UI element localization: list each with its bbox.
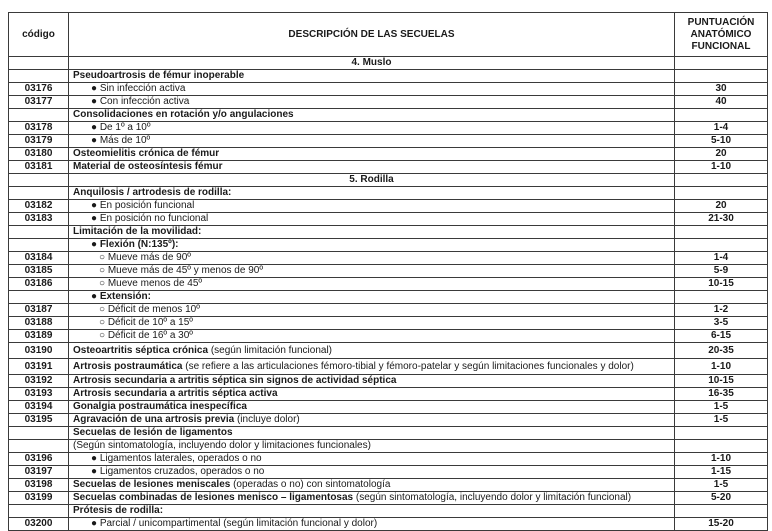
score-cell xyxy=(675,70,768,83)
score-cell: 30 xyxy=(675,83,768,96)
table-row xyxy=(9,388,768,401)
description-cell: 5. Rodilla xyxy=(69,174,675,187)
score-cell: 3-5 xyxy=(675,317,768,330)
description-cell: ● De 1º a 10º xyxy=(69,122,675,135)
description-cell: ● Extensión: xyxy=(69,291,675,304)
description-cell: Artrosis secundaria a artritis séptica sin signos de actividad séptica xyxy=(69,375,675,388)
score-cell: 1-5 xyxy=(675,414,768,427)
description-cell xyxy=(69,414,675,427)
score-cell xyxy=(675,226,768,239)
table-row xyxy=(9,304,768,317)
table-row xyxy=(9,122,768,135)
description-cell xyxy=(69,359,675,375)
score-cell xyxy=(675,57,768,70)
description-cell: ● Con infección activa xyxy=(69,96,675,109)
section-row xyxy=(9,174,768,187)
header-score-line2: ANATÓMICO xyxy=(690,28,752,40)
score-cell: 16-35 xyxy=(675,388,768,401)
table-row xyxy=(9,317,768,330)
code-cell: 03197 xyxy=(9,466,69,479)
table-row xyxy=(9,278,768,291)
description-cell: ● En posición funcional xyxy=(69,200,675,213)
description-cell: Limitación de la movilidad: xyxy=(69,226,675,239)
description-cell: Anquilosis / artrodesis de rodilla: xyxy=(69,187,675,200)
table-row xyxy=(9,96,768,109)
score-cell xyxy=(675,440,768,453)
table-row xyxy=(9,239,768,252)
description-cell: 4. Muslo xyxy=(69,57,675,70)
description-bold: Osteoartritis séptica crónica xyxy=(73,345,209,356)
description-cell: ○ Mueve menos de 45º xyxy=(69,278,675,291)
table-row xyxy=(9,505,768,518)
code-cell: 03194 xyxy=(9,401,69,414)
score-cell: 1-4 xyxy=(675,122,768,135)
section-row xyxy=(9,57,768,70)
table-row xyxy=(9,200,768,213)
code-cell: 03184 xyxy=(9,252,69,265)
table-row xyxy=(9,427,768,440)
description-cell: Osteomielitis crónica de fémur xyxy=(69,148,675,161)
table-row xyxy=(9,330,768,343)
table-body xyxy=(9,57,768,531)
table-row xyxy=(9,109,768,122)
header-score xyxy=(675,13,768,57)
description-note: (según limitación funcional) xyxy=(208,345,333,356)
description-cell: ● Sin infección activa xyxy=(69,83,675,96)
code-cell xyxy=(9,57,69,70)
description-cell: ○ Déficit de 10º a 15º xyxy=(69,317,675,330)
code-cell: 03176 xyxy=(9,83,69,96)
score-cell: 6-15 xyxy=(675,330,768,343)
description-cell: Consolidaciones en rotación y/o angulaciones xyxy=(69,109,675,122)
code-cell: 03181 xyxy=(9,161,69,174)
table-row xyxy=(9,213,768,226)
description-cell: ● Ligamentos laterales, operados o no xyxy=(69,453,675,466)
score-cell: 1-10 xyxy=(675,161,768,174)
table-row xyxy=(9,359,768,375)
description-cell: ● En posición no funcional xyxy=(69,213,675,226)
score-cell: 10-15 xyxy=(675,375,768,388)
code-cell: 03198 xyxy=(9,479,69,492)
score-cell: 20 xyxy=(675,200,768,213)
code-cell: 03200 xyxy=(9,518,69,531)
code-cell xyxy=(9,70,69,83)
score-cell: 21-30 xyxy=(675,213,768,226)
score-cell xyxy=(675,109,768,122)
table-row xyxy=(9,291,768,304)
code-cell: 03193 xyxy=(9,388,69,401)
code-cell xyxy=(9,174,69,187)
score-cell: 1-4 xyxy=(675,252,768,265)
table-row xyxy=(9,492,768,505)
table-row xyxy=(9,466,768,479)
code-cell xyxy=(9,505,69,518)
table-row xyxy=(9,226,768,239)
table-row xyxy=(9,375,768,388)
score-cell: 20 xyxy=(675,148,768,161)
table-row xyxy=(9,440,768,453)
table-row xyxy=(9,161,768,174)
description-cell: ○ Mueve más de 90º xyxy=(69,252,675,265)
description-cell: (Según sintomatología, incluyendo dolor y limitaciones funcionales) xyxy=(69,440,675,453)
description-cell: ○ Déficit de 16º a 30º xyxy=(69,330,675,343)
table-row xyxy=(9,252,768,265)
table-row xyxy=(9,453,768,466)
code-cell: 03180 xyxy=(9,148,69,161)
score-cell xyxy=(675,239,768,252)
table-row xyxy=(9,187,768,200)
description-cell: Secuelas de lesión de ligamentos xyxy=(69,427,675,440)
description-cell: Material de osteosíntesis fémur xyxy=(69,161,675,174)
description-cell xyxy=(69,479,675,492)
score-cell: 5-9 xyxy=(675,265,768,278)
description-cell xyxy=(69,343,675,359)
description-cell: ● Ligamentos cruzados, operados o no xyxy=(69,466,675,479)
score-cell xyxy=(675,174,768,187)
table-row xyxy=(9,401,768,414)
score-cell: 5-20 xyxy=(675,492,768,505)
description-bold: Agravación de una artrosis previa xyxy=(73,414,235,425)
code-cell xyxy=(9,427,69,440)
header-score-line3: FUNCIONAL xyxy=(691,40,751,52)
code-cell xyxy=(9,109,69,122)
description-note: (según sintomatología, incluyendo dolor y limitación funcional) xyxy=(353,492,632,503)
code-cell xyxy=(9,187,69,200)
secuelas-table xyxy=(8,12,768,531)
code-cell xyxy=(9,239,69,252)
score-cell: 40 xyxy=(675,96,768,109)
code-cell xyxy=(9,440,69,453)
description-note: (se refiere a las articulaciones fémoro-tibial y fémoro-patelar y según limitaciones funcionales y dolor) xyxy=(182,361,634,372)
table-row xyxy=(9,343,768,359)
code-cell xyxy=(9,226,69,239)
score-cell xyxy=(675,187,768,200)
description-cell: ● Más de 10º xyxy=(69,135,675,148)
code-cell: 03199 xyxy=(9,492,69,505)
table-header-row xyxy=(9,13,768,57)
code-cell: 03182 xyxy=(9,200,69,213)
description-note: (incluye dolor) xyxy=(234,414,300,425)
code-cell: 03189 xyxy=(9,330,69,343)
code-cell: 03177 xyxy=(9,96,69,109)
code-cell: 03196 xyxy=(9,453,69,466)
table-row xyxy=(9,518,768,531)
table-row xyxy=(9,265,768,278)
description-cell: Artrosis secundaria a artritis séptica activa xyxy=(69,388,675,401)
header-code: código xyxy=(9,13,69,57)
table-row xyxy=(9,148,768,161)
code-cell xyxy=(9,291,69,304)
code-cell: 03187 xyxy=(9,304,69,317)
score-cell: 1-15 xyxy=(675,466,768,479)
code-cell: 03191 xyxy=(9,359,69,375)
description-cell xyxy=(69,492,675,505)
code-cell: 03179 xyxy=(9,135,69,148)
code-cell: 03178 xyxy=(9,122,69,135)
table-row xyxy=(9,414,768,427)
score-cell: 1-10 xyxy=(675,453,768,466)
table-row xyxy=(9,479,768,492)
description-bold: Artrosis postraumática xyxy=(73,361,183,372)
score-cell: 1-5 xyxy=(675,479,768,492)
table-row xyxy=(9,135,768,148)
description-cell: ○ Mueve más de 45º y menos de 90º xyxy=(69,265,675,278)
description-cell: ● Parcial / unicompartimental (según limitación funcional y dolor) xyxy=(69,518,675,531)
score-cell: 1-5 xyxy=(675,401,768,414)
code-cell: 03183 xyxy=(9,213,69,226)
table-row xyxy=(9,70,768,83)
code-cell: 03195 xyxy=(9,414,69,427)
score-cell: 5-10 xyxy=(675,135,768,148)
code-cell: 03185 xyxy=(9,265,69,278)
description-bold: Secuelas combinadas de lesiones menisco – ligamentosas xyxy=(73,492,354,503)
score-cell: 1-2 xyxy=(675,304,768,317)
description-cell: Pseudoartrosis de fémur inoperable xyxy=(69,70,675,83)
score-cell: 10-15 xyxy=(675,278,768,291)
header-description: DESCRIPCIÓN DE LAS SECUELAS xyxy=(69,13,675,57)
description-cell: Prótesis de rodilla: xyxy=(69,505,675,518)
table-row xyxy=(9,83,768,96)
description-note: (operadas o no) con sintomatología xyxy=(230,479,391,490)
score-cell xyxy=(675,291,768,304)
description-bold: Secuelas de lesiones meniscales xyxy=(73,479,231,490)
header-score-line1: PUNTUACIÓN xyxy=(687,16,755,28)
code-cell: 03190 xyxy=(9,343,69,359)
description-cell: Gonalgia postraumática inespecífica xyxy=(69,401,675,414)
score-cell xyxy=(675,505,768,518)
score-cell: 20-35 xyxy=(675,343,768,359)
code-cell: 03186 xyxy=(9,278,69,291)
description-cell: ● Flexión (N:135º): xyxy=(69,239,675,252)
score-cell: 15-20 xyxy=(675,518,768,531)
score-cell: 1-10 xyxy=(675,359,768,375)
code-cell: 03192 xyxy=(9,375,69,388)
score-cell xyxy=(675,427,768,440)
description-cell: ○ Déficit de menos 10º xyxy=(69,304,675,317)
code-cell: 03188 xyxy=(9,317,69,330)
